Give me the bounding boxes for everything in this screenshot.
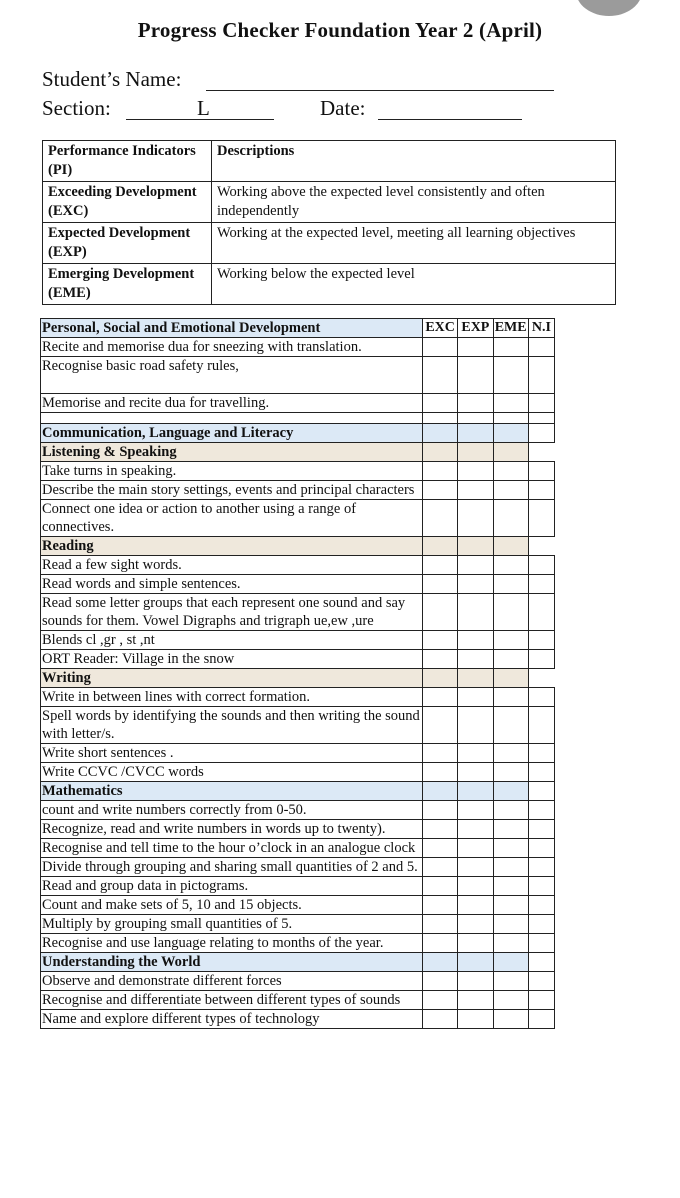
rating-checkbox-ni[interactable] — [528, 357, 554, 394]
rating-checkbox-eme[interactable] — [493, 575, 528, 594]
rating-checkbox-exp[interactable] — [458, 575, 493, 594]
rating-checkbox-eme[interactable] — [493, 801, 528, 820]
checklist-item-row — [41, 801, 555, 820]
rating-checkbox-exp — [458, 413, 493, 424]
rating-checkbox-eme[interactable] — [493, 991, 528, 1010]
rating-checkbox-ni[interactable] — [528, 575, 554, 594]
column-header-exc: EXC — [422, 319, 457, 338]
checklist-item-row — [41, 915, 555, 934]
rating-checkbox-exp[interactable] — [458, 839, 493, 858]
checklist-item-text: Recognise basic road safety rules, — [41, 357, 423, 394]
subsection-cell — [458, 669, 493, 688]
rating-checkbox-exp[interactable] — [458, 650, 493, 669]
checklist-item-row — [41, 688, 555, 707]
section-cell — [458, 424, 493, 443]
checklist-item-row — [41, 877, 555, 896]
subsection-cell — [458, 443, 493, 462]
rating-checkbox-eme[interactable] — [493, 631, 528, 650]
checklist-item-text: count and write numbers correctly from 0-50. — [41, 801, 423, 820]
rating-checkbox-exp[interactable] — [458, 820, 493, 839]
section-cell — [493, 424, 528, 443]
section-cell — [528, 782, 554, 801]
section-cell — [493, 782, 528, 801]
section-header-row — [41, 424, 555, 443]
rating-checkbox-exp[interactable] — [458, 744, 493, 763]
rating-checkbox-exp[interactable] — [458, 688, 493, 707]
section-cell — [422, 953, 457, 972]
rating-checkbox-exc[interactable] — [422, 575, 457, 594]
rating-checkbox-ni[interactable] — [528, 481, 554, 500]
subsection-cell — [422, 537, 457, 556]
rating-checkbox-exp[interactable] — [458, 763, 493, 782]
checklist-item-row — [41, 650, 555, 669]
rating-checkbox-eme[interactable] — [493, 650, 528, 669]
subsection-cell — [422, 443, 457, 462]
rating-checkbox-eme[interactable] — [493, 500, 528, 537]
checklist-item-text: Spell words by identifying the sounds and then writing the sound with letter/s. — [41, 707, 423, 744]
subsection-cell — [528, 537, 554, 556]
rating-checkbox-exc[interactable] — [422, 839, 457, 858]
rating-checkbox-ni[interactable] — [528, 839, 554, 858]
checklist-item-row — [41, 394, 555, 413]
date-label: Date: — [320, 96, 366, 120]
rating-checkbox-exc[interactable] — [422, 707, 457, 744]
pi-header-row — [43, 141, 616, 182]
rating-checkbox-ni[interactable] — [528, 934, 554, 953]
rating-checkbox-ni[interactable] — [528, 896, 554, 915]
rating-checkbox-exp[interactable] — [458, 877, 493, 896]
section-cell — [493, 953, 528, 972]
checklist-item-row — [41, 972, 555, 991]
rating-checkbox-ni[interactable] — [528, 972, 554, 991]
rating-checkbox-ni[interactable] — [528, 915, 554, 934]
checklist-item-row — [41, 839, 555, 858]
section-title: Personal, Social and Emotional Development — [41, 319, 423, 338]
section-header-row — [41, 319, 555, 338]
rating-checkbox-exc[interactable] — [422, 744, 457, 763]
section-cell — [422, 782, 457, 801]
checklist-item-row — [41, 707, 555, 744]
rating-checkbox-exp[interactable] — [458, 594, 493, 631]
rating-checkbox-exc[interactable] — [422, 556, 457, 575]
pi-indicator: Exceeding Development (EXC) — [43, 182, 212, 223]
subsection-cell — [422, 669, 457, 688]
rating-checkbox-exp[interactable] — [458, 462, 493, 481]
section-cell — [528, 953, 554, 972]
checklist-item-row — [41, 338, 555, 357]
rating-checkbox-exp[interactable] — [458, 631, 493, 650]
checklist-item-row — [41, 481, 555, 500]
checklist-item-text: Read a few sight words. — [41, 556, 423, 575]
checklist-item-row — [41, 934, 555, 953]
rating-checkbox-ni[interactable] — [528, 338, 554, 357]
rating-checkbox-ni[interactable] — [528, 820, 554, 839]
rating-checkbox-exc[interactable] — [422, 801, 457, 820]
rating-checkbox-exc[interactable] — [422, 858, 457, 877]
rating-checkbox-exc[interactable] — [422, 763, 457, 782]
rating-checkbox-eme[interactable] — [493, 763, 528, 782]
checklist-item-text: Count and make sets of 5, 10 and 15 objects. — [41, 896, 423, 915]
rating-checkbox-exc — [422, 413, 457, 424]
progress-checklist-table — [40, 318, 555, 1029]
rating-checkbox-eme[interactable] — [493, 394, 528, 413]
rating-checkbox-eme[interactable] — [493, 688, 528, 707]
subsection-cell — [493, 537, 528, 556]
pi-description: Working below the expected level — [212, 264, 616, 305]
rating-checkbox-eme — [493, 413, 528, 424]
subsection-title: Listening & Speaking — [41, 443, 423, 462]
rating-checkbox-exp[interactable] — [458, 934, 493, 953]
subsection-header-row — [41, 537, 555, 556]
rating-checkbox-ni[interactable] — [528, 744, 554, 763]
rating-checkbox-eme[interactable] — [493, 915, 528, 934]
section-label: Section: — [42, 96, 111, 120]
section-cell — [458, 782, 493, 801]
rating-checkbox-eme[interactable] — [493, 839, 528, 858]
rating-checkbox-exp[interactable] — [458, 707, 493, 744]
date-field[interactable] — [378, 119, 522, 120]
checklist-item-text: Write CCVC /CVCC words — [41, 763, 423, 782]
rating-checkbox-exc[interactable] — [422, 896, 457, 915]
rating-checkbox-exc[interactable] — [422, 972, 457, 991]
checklist-item-row — [41, 575, 555, 594]
rating-checkbox-exp[interactable] — [458, 357, 493, 394]
rating-checkbox-eme[interactable] — [493, 877, 528, 896]
checklist-item-row — [41, 744, 555, 763]
checklist-item-row — [41, 631, 555, 650]
subsection-title: Reading — [41, 537, 423, 556]
student-name-field[interactable] — [206, 90, 554, 91]
section-cell — [528, 424, 554, 443]
checklist-item-row — [41, 896, 555, 915]
rating-checkbox-eme[interactable] — [493, 462, 528, 481]
checklist-item-text: Multiply by grouping small quantities of 5. — [41, 915, 423, 934]
rating-checkbox-eme[interactable] — [493, 972, 528, 991]
subsection-title: Writing — [41, 669, 423, 688]
rating-checkbox-ni — [528, 413, 554, 424]
rating-checkbox-exp[interactable] — [458, 338, 493, 357]
rating-checkbox-exc[interactable] — [422, 357, 457, 394]
checklist-item-text: Name and explore different types of technology — [41, 1010, 423, 1029]
rating-checkbox-exp[interactable] — [458, 394, 493, 413]
spacer-row — [41, 413, 555, 424]
spacer-cell — [41, 413, 423, 424]
checklist-item-text: Blends cl ,gr , st ,nt — [41, 631, 423, 650]
page-title: Progress Checker Foundation Year 2 (April) — [137, 18, 543, 42]
student-name-label: Student’s Name: — [42, 67, 182, 91]
rating-checkbox-exp[interactable] — [458, 1010, 493, 1029]
column-header-ni: N.I — [528, 319, 554, 338]
rating-checkbox-eme[interactable] — [493, 594, 528, 631]
checklist-item-text: Recognize, read and write numbers in words up to twenty). — [41, 820, 423, 839]
rating-checkbox-eme[interactable] — [493, 858, 528, 877]
checklist-item-text: Read words and simple sentences. — [41, 575, 423, 594]
rating-checkbox-exc[interactable] — [422, 915, 457, 934]
rating-checkbox-eme[interactable] — [493, 556, 528, 575]
checklist-item-row — [41, 858, 555, 877]
rating-checkbox-exc[interactable] — [422, 688, 457, 707]
rating-checkbox-ni[interactable] — [528, 631, 554, 650]
rating-checkbox-eme[interactable] — [493, 820, 528, 839]
pi-indicator: Expected Development (EXP) — [43, 223, 212, 264]
rating-checkbox-ni[interactable] — [528, 394, 554, 413]
rating-checkbox-ni[interactable] — [528, 1010, 554, 1029]
checklist-item-row — [41, 763, 555, 782]
rating-checkbox-eme[interactable] — [493, 357, 528, 394]
checklist-item-text: Observe and demonstrate different forces — [41, 972, 423, 991]
rating-checkbox-ni[interactable] — [528, 462, 554, 481]
checklist-item-text: Recognise and use language relating to months of the year. — [41, 934, 423, 953]
column-header-exp: EXP — [458, 319, 493, 338]
pi-header-indicator: Performance Indicators (PI) — [43, 141, 212, 182]
subsection-cell — [458, 537, 493, 556]
rating-checkbox-exc[interactable] — [422, 934, 457, 953]
checklist-item-text: Connect one idea or action to another using a range of connectives. — [41, 500, 423, 537]
checklist-item-text: Recite and memorise dua for sneezing with translation. — [41, 338, 423, 357]
checklist-item-text: Read some letter groups that each represent one sound and say sounds for them. Vowel Digraphs and trigraph ue,ew ,ure — [41, 594, 423, 631]
subsection-header-row — [41, 669, 555, 688]
rating-checkbox-exc[interactable] — [422, 1010, 457, 1029]
rating-checkbox-ni[interactable] — [528, 707, 554, 744]
rating-checkbox-ni[interactable] — [528, 594, 554, 631]
checklist-item-text: Take turns in speaking. — [41, 462, 423, 481]
rating-checkbox-exc[interactable] — [422, 991, 457, 1010]
checklist-item-text: ORT Reader: Village in the snow — [41, 650, 423, 669]
section-title: Communication, Language and Literacy — [41, 424, 423, 443]
rating-checkbox-ni[interactable] — [528, 650, 554, 669]
subsection-cell — [493, 443, 528, 462]
rating-checkbox-exc[interactable] — [422, 594, 457, 631]
rating-checkbox-exp[interactable] — [458, 896, 493, 915]
checklist-item-row — [41, 462, 555, 481]
rating-checkbox-exc[interactable] — [422, 650, 457, 669]
pi-row-eme — [43, 264, 616, 305]
pi-indicator: Emerging Development (EME) — [43, 264, 212, 305]
subsection-cell — [528, 443, 554, 462]
rating-checkbox-eme[interactable] — [493, 1010, 528, 1029]
subsection-header-row — [41, 443, 555, 462]
checklist-item-row — [41, 594, 555, 631]
section-cell — [458, 953, 493, 972]
rating-checkbox-eme[interactable] — [493, 707, 528, 744]
checklist-item-row — [41, 991, 555, 1010]
pi-description: Working above the expected level consistently and often independently — [212, 182, 616, 223]
rating-checkbox-eme[interactable] — [493, 896, 528, 915]
rating-checkbox-eme[interactable] — [493, 744, 528, 763]
pi-header-description: Descriptions — [212, 141, 616, 182]
section-title: Understanding the World — [41, 953, 423, 972]
subsection-cell — [528, 669, 554, 688]
rating-checkbox-ni[interactable] — [528, 858, 554, 877]
rating-checkbox-exc[interactable] — [422, 338, 457, 357]
checklist-item-text: Memorise and recite dua for travelling. — [41, 394, 423, 413]
subsection-cell — [493, 669, 528, 688]
section-cell — [422, 424, 457, 443]
checklist-item-text: Write short sentences . — [41, 744, 423, 763]
checklist-item-text: Recognise and tell time to the hour o’clock in an analogue clock — [41, 839, 423, 858]
section-title: Mathematics — [41, 782, 423, 801]
pi-row-exc — [43, 182, 616, 223]
checklist-item-row — [41, 1010, 555, 1029]
section-value: L — [197, 96, 210, 120]
corner-shadow — [576, 0, 642, 16]
rating-checkbox-exp[interactable] — [458, 801, 493, 820]
rating-checkbox-exp[interactable] — [458, 858, 493, 877]
checklist-item-text: Write in between lines with correct formation. — [41, 688, 423, 707]
column-header-eme: EME — [493, 319, 528, 338]
rating-checkbox-ni[interactable] — [528, 991, 554, 1010]
rating-checkbox-exc[interactable] — [422, 500, 457, 537]
rating-checkbox-ni[interactable] — [528, 801, 554, 820]
pi-description: Working at the expected level, meeting all learning objectives — [212, 223, 616, 264]
checklist-item-row — [41, 500, 555, 537]
rating-checkbox-exc[interactable] — [422, 631, 457, 650]
section-header-row — [41, 953, 555, 972]
checklist-item-row — [41, 820, 555, 839]
rating-checkbox-eme[interactable] — [493, 934, 528, 953]
checklist-item-text: Recognise and differentiate between different types of sounds — [41, 991, 423, 1010]
checklist-item-row — [41, 556, 555, 575]
rating-checkbox-exc[interactable] — [422, 481, 457, 500]
checklist-item-row — [41, 357, 555, 394]
checklist-item-text: Describe the main story settings, events and principal characters — [41, 481, 423, 500]
pi-row-exp — [43, 223, 616, 264]
performance-indicator-table — [42, 140, 616, 305]
rating-checkbox-ni[interactable] — [528, 500, 554, 537]
rating-checkbox-ni[interactable] — [528, 877, 554, 896]
checklist-item-text: Read and group data in pictograms. — [41, 877, 423, 896]
rating-checkbox-eme[interactable] — [493, 481, 528, 500]
rating-checkbox-eme[interactable] — [493, 338, 528, 357]
section-header-row — [41, 782, 555, 801]
rating-checkbox-exp[interactable] — [458, 972, 493, 991]
rating-checkbox-ni[interactable] — [528, 763, 554, 782]
rating-checkbox-exc[interactable] — [422, 877, 457, 896]
rating-checkbox-exp[interactable] — [458, 500, 493, 537]
rating-checkbox-exp[interactable] — [458, 556, 493, 575]
rating-checkbox-exc[interactable] — [422, 462, 457, 481]
rating-checkbox-exc[interactable] — [422, 820, 457, 839]
rating-checkbox-ni[interactable] — [528, 556, 554, 575]
rating-checkbox-ni[interactable] — [528, 688, 554, 707]
rating-checkbox-exp[interactable] — [458, 991, 493, 1010]
rating-checkbox-exp[interactable] — [458, 481, 493, 500]
checklist-item-text: Divide through grouping and sharing small quantities of 2 and 5. — [41, 858, 423, 877]
rating-checkbox-exp[interactable] — [458, 915, 493, 934]
rating-checkbox-exc[interactable] — [422, 394, 457, 413]
